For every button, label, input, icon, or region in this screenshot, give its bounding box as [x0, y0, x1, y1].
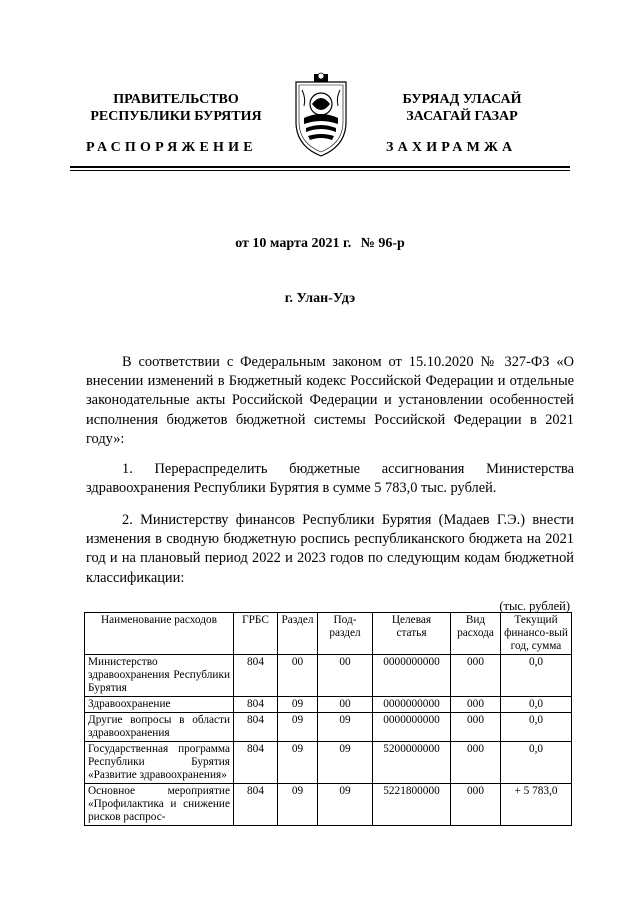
cell-podrazdel: 09	[318, 784, 373, 826]
cell-podrazdel: 00	[318, 697, 373, 713]
document-date-number	[0, 236, 640, 252]
cell-amount: 0,0	[501, 655, 572, 697]
cell-grbs: 804	[234, 742, 278, 784]
cell-target: 5221800000	[373, 784, 451, 826]
cell-vid: 000	[451, 655, 501, 697]
cell-razdel: 09	[278, 697, 318, 713]
cell-target: 5200000000	[373, 742, 451, 784]
order-title-bua: ЗАХИРАМЖА	[386, 140, 517, 155]
cell-name: Государственная программа Республики Бурятия «Развитие здравоохранения»	[85, 742, 234, 784]
col-header-name: Наименование расходов	[85, 613, 234, 655]
gov-ru-line2: РЕСПУБЛИКИ БУРЯТИЯ	[90, 109, 262, 124]
cell-target: 0000000000	[373, 697, 451, 713]
cell-razdel: 00	[278, 655, 318, 697]
cell-vid: 000	[451, 697, 501, 713]
cell-grbs: 804	[234, 655, 278, 697]
col-header-razdel: Раздел	[278, 613, 318, 655]
cell-razdel: 09	[278, 713, 318, 742]
cell-vid: 000	[451, 713, 501, 742]
col-header-grbs: ГРБС	[234, 613, 278, 655]
cell-name: Здравоохранение	[85, 697, 234, 713]
document-city: г. Улан-Удэ	[284, 291, 356, 306]
table-row	[85, 713, 572, 742]
cell-target: 0000000000	[373, 655, 451, 697]
cell-grbs: 804	[234, 784, 278, 826]
document-number: № 96-р	[360, 236, 405, 251]
government-name-ru	[84, 91, 268, 125]
cell-name: Основное мероприятие «Профилактика и снижение рисков распрос-	[85, 784, 234, 826]
cell-razdel: 09	[278, 784, 318, 826]
cell-podrazdel: 00	[318, 655, 373, 697]
budget-table	[84, 612, 572, 826]
item-1-paragraph: 1. Перераспределить бюджетные ассигнования Министерства здравоохранения Республики Бурятия в сумме 5 783,0 тыс. рублей.	[86, 461, 574, 497]
header-divider-thin	[70, 170, 570, 171]
order-title-ru: РАСПОРЯЖЕНИЕ	[86, 140, 257, 155]
cell-name: Другие вопросы в области здравоохранения	[85, 713, 234, 742]
cell-name: Министерство здравоохранения Республики Бурятия	[85, 655, 234, 697]
table-header-row	[85, 613, 572, 655]
item-2-paragraph: 2. Министерству финансов Республики Бурятия (Мадаев Г.Э.) внести изменения в сводную бюджетную роспись республиканского бюджета на 2021 год и на плановый период 2022 и 2023 годов по следующим кодам бюджетной классификации:	[86, 512, 574, 586]
table-row	[85, 697, 572, 713]
cell-grbs: 804	[234, 697, 278, 713]
cell-podrazdel: 09	[318, 742, 373, 784]
table-row	[85, 784, 572, 826]
cell-amount: 0,0	[501, 697, 572, 713]
cell-grbs: 804	[234, 713, 278, 742]
cell-amount: + 5 783,0	[501, 784, 572, 826]
gov-bua-line1: БУРЯАД УЛАСАЙ	[402, 92, 522, 107]
table-row	[85, 655, 572, 697]
document-date: от 10 марта 2021 г.	[235, 236, 352, 251]
gov-ru-line1: ПРАВИТЕЛЬСТВО	[113, 92, 239, 107]
header-divider-thick	[70, 166, 570, 168]
government-name-bua	[372, 91, 552, 125]
table-row	[85, 742, 572, 784]
preamble-paragraph: В соответствии с Федеральным законом от 15.10.2020 № 327-ФЗ «О внесении изменений в Бюджетный кодекс Российской Федерации и отдельные законодательные акты Российской Федерации и установлении особенностей исполнения бюджетов бюджетной системы Российской Федерации в 2021 году»:	[86, 354, 574, 447]
table-units: (тыс. рублей)	[499, 599, 570, 613]
cell-podrazdel: 09	[318, 713, 373, 742]
col-header-amount: Текущий финансо-вый год, сумма	[501, 613, 572, 655]
cell-target: 0000000000	[373, 713, 451, 742]
cell-vid: 000	[451, 784, 501, 826]
gov-bua-line2: ЗАСАГАЙ ГАЗАР	[406, 109, 518, 124]
cell-amount: 0,0	[501, 742, 572, 784]
coat-of-arms-icon	[292, 72, 350, 158]
cell-vid: 000	[451, 742, 501, 784]
col-header-podrazdel: Под-раздел	[318, 613, 373, 655]
cell-razdel: 09	[278, 742, 318, 784]
col-header-target: Целевая статья	[373, 613, 451, 655]
cell-amount: 0,0	[501, 713, 572, 742]
col-header-vid: Вид расхода	[451, 613, 501, 655]
